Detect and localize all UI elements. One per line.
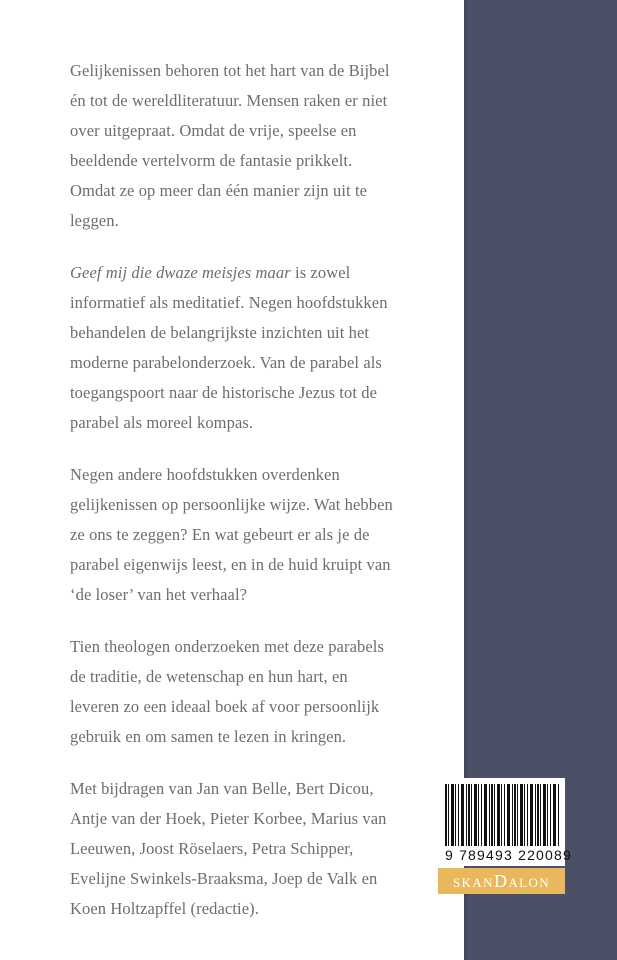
publisher-name-part-1: SKAN xyxy=(452,874,494,890)
blurb-paragraph-4: Tien theologen onderzoeken met deze parabels de traditie, de wetenschap en hun hart, en leveren zo een ideaal boek af voor persoonlijk gebruik en om samen te lezen in kringen. xyxy=(70,637,384,746)
isbn-digits: 9 789493 220089 xyxy=(445,847,572,863)
publisher-name-initial: D xyxy=(493,870,509,891)
blurb-paragraph-1: Gelijkenissen behoren tot het hart van de Bijbel én tot de wereldliteratuur. Mensen raken er niet over uitgepraat. Omdat de vrije, speelse en beeldende vertelvorm de fantasie prikkelt. Omdat ze op meer dan één manier zijn uit te leggen. xyxy=(70,61,390,230)
publisher-name-part-2: ALON xyxy=(508,874,551,890)
publisher-logo-text xyxy=(453,872,550,891)
isbn-barcode xyxy=(440,778,572,866)
blurb-paragraph-3: Negen andere hoofdstukken overdenken gelijkenissen op persoonlijke wijze. Wat hebben ze ons te zeggen? En wat gebeurt er als je de parabel eigenwijs leest, en in de huid kruipt van ‘de loser’ van het verhaal? xyxy=(70,465,393,604)
blurb-paragraph-2-rest: is zowel informatief als meditatief. Negen hoofdstukken behandelen de belangrijkste inzichten uit het moderne parabelonderzoek. Van de parabel als toegangspoort naar de historische Jezus tot de parabel als moreel kompas. xyxy=(70,263,388,432)
barcode-bars-icon xyxy=(445,784,560,846)
blurb-paragraph-2 xyxy=(70,258,400,438)
contributors-paragraph: Met bijdragen van Jan van Belle, Bert Dicou, Antje van der Hoek, Pieter Korbee, Marius van Leeuwen, Joost Röselaers, Petra Schipper, Evelijne Swinkels-Braaksma, Joep de Valk en Koen Holtzapffel (redactie). xyxy=(70,779,387,918)
book-title-italic: Geef mij die dwaze meisjes maar xyxy=(70,263,291,282)
publisher-logo xyxy=(438,868,565,894)
blurb-text-column xyxy=(70,56,400,924)
